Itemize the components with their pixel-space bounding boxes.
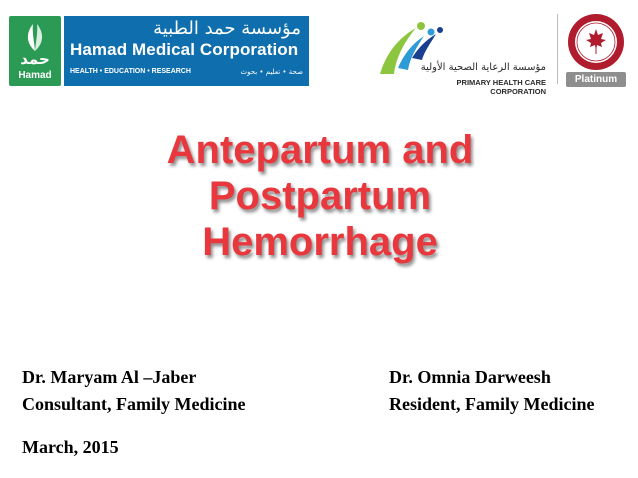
presenter-name: Dr. Omnia Darweesh xyxy=(389,367,551,387)
hmc-tagline xyxy=(70,68,303,80)
presenter-block xyxy=(22,364,246,418)
title-line-2: Postpartum xyxy=(208,174,432,218)
hmc-name-band xyxy=(64,16,309,86)
presenter-role: Resident, Family Medicine xyxy=(389,394,595,414)
phcc-logo xyxy=(376,18,546,96)
phcc-arabic-name: مؤسسة الرعاية الصحية الأولية xyxy=(420,62,546,73)
logo-divider xyxy=(557,14,558,84)
presenter-role: Consultant, Family Medicine xyxy=(22,394,246,414)
title-line-3: Hemorrhage xyxy=(202,220,438,264)
phcc-english-name: PRIMARY HEALTH CARE CORPORATION xyxy=(456,78,546,96)
platinum-label: Platinum xyxy=(566,72,626,87)
hmc-english-name: Hamad Medical Corporation xyxy=(70,40,299,59)
hmc-arabic-name: مؤسسة حمد الطبية xyxy=(153,18,301,39)
hmc-logo xyxy=(9,16,309,86)
slide-title xyxy=(90,127,550,265)
leaf-icon xyxy=(23,22,47,52)
title-line-1: Antepartum and xyxy=(166,128,474,172)
accreditation-seal-icon xyxy=(564,12,628,72)
hmc-tagline-english: HEALTH • EDUCATION • RESEARCH xyxy=(70,68,191,75)
hmc-tagline-arabic: صحة • تعليم • بحوث xyxy=(240,68,303,76)
hmc-emblem xyxy=(9,16,61,86)
hmc-emblem-arabic: حمد xyxy=(20,51,50,68)
presentation-date: March, 2015 xyxy=(22,437,119,457)
presenter-block xyxy=(389,364,594,418)
hmc-emblem-english: Hamad xyxy=(18,70,52,81)
accreditation-badge xyxy=(564,12,628,88)
presenter-name: Dr. Maryam Al –Jaber xyxy=(22,367,197,387)
